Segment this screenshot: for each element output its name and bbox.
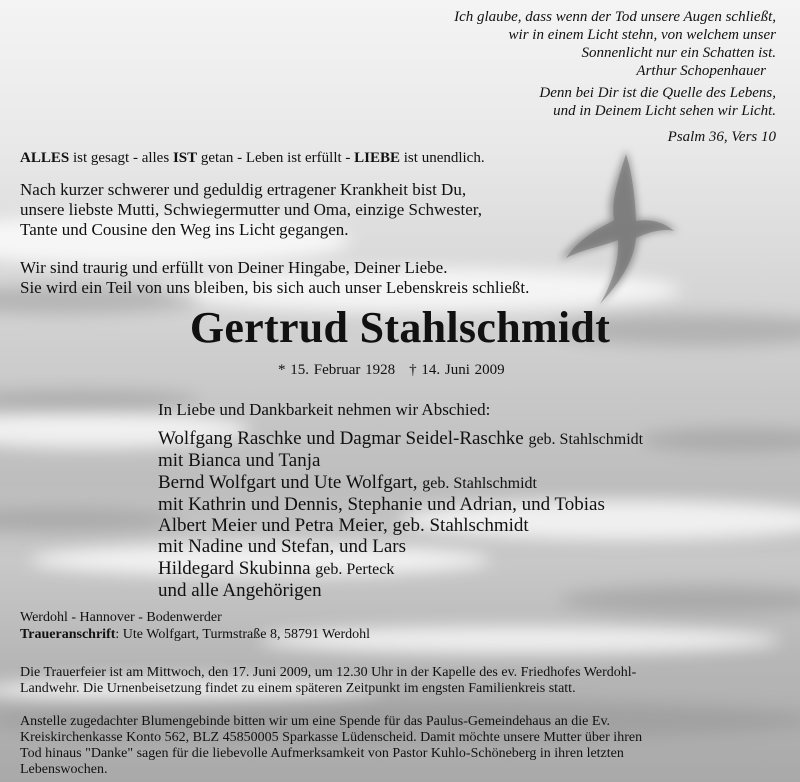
farewell-heading: In Liebe und Dankbarkeit nehmen wir Abschied:: [158, 400, 491, 419]
quote-line: wir in einem Licht stehn, von welchem unser: [508, 27, 776, 43]
motto-line: [20, 150, 485, 167]
text-line: Wir sind traurig und erfüllt von Deiner Hingabe, Deiner Liebe.: [20, 258, 448, 277]
deceased-name: Gertrud Stahlschmidt: [189, 303, 611, 352]
family-names: und alle Angehörigen: [158, 580, 322, 602]
text-line: Tod hinaus "Danke" sagen für die liebevolle Aufmerksamkeit von Pastor Kuhlo-Schöneberg in ihren letzten: [20, 746, 624, 761]
family-note: geb. Perteck: [315, 560, 395, 578]
quote-line: und in Deinem Licht sehen wir Licht.: [553, 103, 776, 119]
text-line: Tante und Cousine den Weg ins Licht gegangen.: [20, 220, 349, 239]
text-line: Anstelle zugedachter Blumengebinde bitten wir um eine Spende für das Paulus-Gemeindehaus an die Ev.: [20, 714, 611, 729]
family-row: [158, 536, 643, 557]
motto-word: LIEBE: [354, 150, 401, 166]
family-names: Albert Meier und Petra Meier, geb. Stahlschmidt: [158, 515, 529, 537]
quote-schopenhauer: [396, 8, 776, 80]
psalm-source: Psalm 36, Vers 10: [667, 129, 776, 145]
donation-info: [20, 714, 780, 778]
family-names: Hildegard Skubinna: [158, 557, 316, 579]
family-note: geb. Stahlschmidt: [422, 474, 537, 492]
life-dates: [278, 362, 519, 379]
family-names: Bernd Wolfgart und Ute Wolfgart,: [158, 471, 423, 493]
text-line: Nach kurzer schwerer und geduldig ertragener Krankheit bist Du,: [20, 180, 467, 199]
death-date: † 14. Juni 2009: [409, 362, 505, 378]
funeral-info: [20, 665, 780, 697]
family-row: [158, 494, 643, 515]
family-list: [158, 428, 643, 601]
places: Werdohl - Hannover - Bodenwerder: [20, 610, 222, 625]
quote-line: Ich glaube, dass wenn der Tod unsere Augen schließt,: [454, 9, 776, 25]
quote-line: Denn bei Dir ist die Quelle des Lebens,: [539, 85, 776, 101]
text-line: Sie wird ein Teil von uns bleiben, bis sich auch unser Lebenskreis schließt.: [20, 278, 530, 297]
family-names: Wolfgang Raschke und Dagmar Seidel-Raschke: [158, 428, 529, 449]
motto-text: ist gesagt - alles: [69, 150, 173, 166]
quote-author: Arthur Schopenhauer: [636, 63, 766, 79]
motto-word: ALLES: [20, 150, 70, 166]
mourning-address: [20, 627, 370, 643]
family-row: [158, 580, 643, 601]
text-line: Landwehr. Die Urnenbeisetzung findet zu einem späteren Zeitpunkt im engsten Familienkreis statt.: [20, 681, 576, 696]
text-line: unsere liebste Mutti, Schwiegermutter und Oma, einzige Schwester,: [20, 200, 482, 219]
motto-text: ist unendlich.: [400, 150, 485, 166]
address-label: Traueranschrift: [20, 627, 116, 642]
birth-date: * 15. Februar 1928: [278, 362, 396, 378]
text-line: Die Trauerfeier ist am Mittwoch, den 17. Juni 2009, um 12.30 Uhr in der Kapelle des ev. Friedhofes Werdohl-: [20, 665, 637, 680]
text-line: Kreiskirchenkasse Konto 562, BLZ 45850005 Sparkasse Lüdenscheid. Damit möchte unsere Mutter über ihren: [20, 730, 643, 745]
motto-word: IST: [172, 150, 198, 166]
motto-text: getan - Leben ist erfüllt -: [197, 150, 355, 166]
address-text: : Ute Wolfgart, Turmstraße 8, 58791 Werdohl: [115, 627, 371, 642]
family-row: [158, 472, 643, 494]
family-row: [158, 450, 643, 471]
family-names: mit Bianca und Tanja: [158, 450, 321, 472]
seagull-icon: [556, 140, 686, 310]
quote-line: Sonnenlicht nur ein Schatten ist.: [581, 45, 776, 61]
text-line: Lebenswochen.: [20, 762, 108, 777]
farewell-paragraph: [20, 180, 482, 240]
family-row: [158, 428, 643, 450]
family-note: geb. Stahlschmidt: [528, 431, 644, 448]
family-names: mit Kathrin und Dennis, Stephanie und Adrian, und Tobias: [158, 493, 605, 515]
grief-paragraph: [20, 258, 529, 298]
family-row: [158, 515, 643, 536]
quote-psalm: [376, 84, 776, 120]
family-row: [158, 558, 643, 580]
family-names: mit Nadine und Stefan, und Lars: [158, 536, 407, 558]
